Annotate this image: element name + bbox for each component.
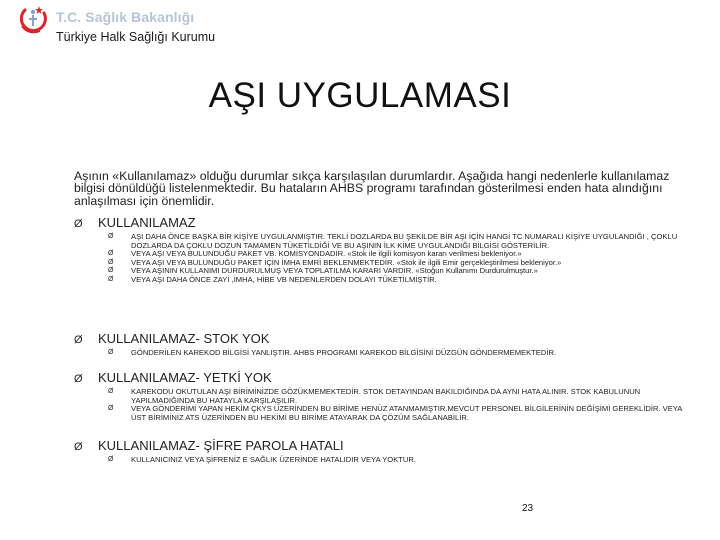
list-item-text: KULLANICINIZ VEYA ŞİFRENİZ E SAĞLIK ÜZERİNDE HATALIDIR VEYA YOKTUR.: [131, 455, 416, 464]
list-item: [108, 388, 688, 405]
bullet-arrow-icon: Ø: [74, 334, 83, 346]
list-item: [108, 456, 688, 465]
section-title: KULLANILAMAZ- YETKİ YOK: [98, 370, 272, 385]
page-number: 23: [522, 503, 534, 514]
section-title: KULLANILAMAZ- STOK YOK: [98, 331, 270, 346]
section-title: KULLANILAMAZ- ŞİFRE PAROLA HATALI: [98, 438, 344, 453]
list-item: [108, 233, 688, 250]
bullet-arrow-icon: Ø: [108, 405, 114, 413]
bullet-arrow-icon: Ø: [108, 275, 114, 283]
list-item-text: VEYA AŞININ KULLANIMI DURDURULMUŞ VEYA TOPLATILMA KARARI VARDIR. «Stoğun Kullanımı Durdurulmuştur.»: [131, 266, 538, 276]
list-item: [108, 276, 688, 285]
list-item-text: VEYA AŞI VEYA BULUNDUĞU PAKET İÇİN İMHA EMRİ BEKLENMEKTEDİR. «Stok ile ilgili Emir gerçekleştirilmesi bekleniyor.»: [131, 257, 562, 267]
health-ministry-logo-icon: [18, 4, 48, 38]
list-item-text: AŞI DAHA ÖNCE BAŞKA BİR KİŞİYE UYGULANMIŞTIR. TEKLİ DOZLARDA BU ŞEKİLDE BİR AŞI İÇİN HANGİ TC NUMARALI KİŞİYE UYGULANDIĞI , ÇOKLU DOZLARDA DA ÇOKLU DOZUN TAMAMEN TÜKETİLDİĞİ VE BU AŞININ İLK KİME UYGULANDIĞI BİLGİSİ GÖSTERİLİR.: [131, 232, 678, 250]
page-title: AŞI UYGULAMASI: [208, 76, 512, 115]
section-yetki-yok-items: [108, 388, 688, 422]
list-item: [108, 405, 688, 422]
bullet-arrow-icon: Ø: [108, 349, 114, 356]
list-item-text: KAREKODU OKUTULAN AŞI BİRİMİNİZDE GÖZÜKMEMEKTEDİR. STOK DETAYINDAN BAKILDIĞINDA DA AYNI HATA ALINIR. STOK KABULUNUN YAPILMADIĞINDA BU HATAYLA KARŞILAŞILIR.: [131, 387, 641, 405]
org-name-ministry: T.C. Sağlık Bakanlığı: [56, 9, 195, 25]
bullet-arrow-icon: Ø: [74, 441, 83, 453]
bullet-arrow-icon: Ø: [74, 218, 83, 230]
section-kullanilamaz: [74, 215, 196, 230]
section-sifre-parola-hatali: [74, 438, 344, 453]
section-stok-yok-items: [108, 349, 688, 358]
list-item-text: VEYA GÖNDERİMİ YAPAN HEKİM ÇKYS ÜZERİNDEN BU BİRİME HENÜZ ATANMAMIŞTIR.MEVCUT PERSONEL BİLGİLERİNİN DEĞİŞİMİ GEREKLİDİR. VEYA ÜST BİRİMİNİZ ATS ÜZERİNDEN BU HEKİMİ BU BİRİME ATAYARAK DA ÇÖZÜM SAĞLANABİLİR.: [131, 404, 682, 422]
section-yetki-yok: [74, 370, 272, 385]
bullet-arrow-icon: Ø: [108, 456, 114, 463]
list-item-text: GÖNDERİLEN KAREKOD BİLGİSİ YANLIŞTIR. AHBS PROGRAMI KAREKOD BİLGİSİNİ DÜZGÜN GÖNDERMEMEKTEDİR.: [131, 348, 557, 357]
bullet-arrow-icon: Ø: [74, 373, 83, 385]
bullet-arrow-icon: Ø: [108, 233, 114, 240]
list-item-text: VEYA AŞI VEYA BULUNDUĞU PAKET VB. KOMİSYONDADIR. «Stok ile ilgili komisyon kararı verilmesi bekleniyor.»: [131, 249, 522, 259]
list-item-text: VEYA AŞI DAHA ÖNCE ZAYİ ,İMHA, HİBE VB NEDENLERDEN DOLAYI TÜKETİLMİŞTİR.: [131, 274, 437, 284]
bullet-arrow-icon: Ø: [108, 388, 114, 395]
list-item: [108, 349, 688, 358]
section-stok-yok: [74, 331, 269, 346]
intro-paragraph: Aşının «Kullanılamaz» olduğu durumlar sıkça karşılaşılan durumlardır. Aşağıda hangi nedenlerle kullanılamaz bilgisi dönüldüğü listelenmektedir. Bu hataların AHBS programı tarafından gösterilmesi enden hata alındığını anlaşılması için önemlidir.: [74, 169, 670, 208]
section-kullanilamaz-items: [108, 233, 688, 285]
bullet-arrow-icon: Ø: [108, 250, 114, 258]
org-name-institution: Türkiye Halk Sağlığı Kurumu: [56, 30, 216, 44]
bullet-arrow-icon: Ø: [108, 267, 114, 275]
section-title: KULLANILAMAZ: [98, 215, 196, 230]
bullet-arrow-icon: Ø: [108, 258, 114, 266]
section-sifre-parola-hatali-items: [108, 456, 688, 465]
